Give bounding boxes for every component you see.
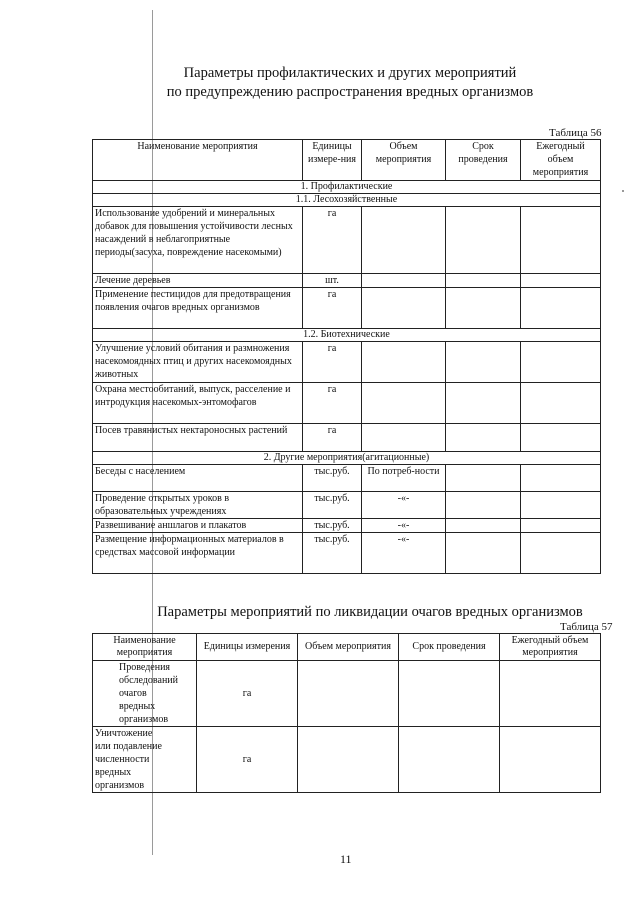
- row-term: [446, 519, 521, 533]
- row-name: [93, 727, 197, 793]
- row-annual: [521, 519, 601, 533]
- row-term: [446, 465, 521, 492]
- header-annual: Ежегодный объем мероприятия: [500, 634, 601, 661]
- table-row: [93, 342, 601, 383]
- row-term: [446, 492, 521, 519]
- table56-header-row: [93, 140, 601, 181]
- table-row: [93, 727, 601, 793]
- row-unit: га: [197, 661, 298, 727]
- row-name: [93, 661, 197, 727]
- section-1-label: 1. Профилактические: [93, 181, 601, 194]
- row-term: [446, 207, 521, 274]
- table-row: [93, 492, 601, 519]
- table-row: [93, 533, 601, 574]
- row-term: [446, 342, 521, 383]
- row-volume: [362, 424, 446, 452]
- row-name-text: Уничтожение или подавление численности вредных организмов: [95, 728, 162, 791]
- row-volume: -«-: [362, 492, 446, 519]
- row-volume: [362, 288, 446, 329]
- row-name: Размещение информационных материалов в средствах массовой информации: [93, 533, 303, 574]
- subsection-1-2-label: 1.2. Биотехнические: [93, 329, 601, 342]
- section-row: [93, 181, 601, 194]
- row-annual: [521, 288, 601, 329]
- row-volume: -«-: [362, 519, 446, 533]
- row-annual: [521, 424, 601, 452]
- row-unit: га: [303, 207, 362, 274]
- row-unit: тыс.руб.: [303, 519, 362, 533]
- row-unit: га: [303, 288, 362, 329]
- table-row: [93, 288, 601, 329]
- row-term: [446, 383, 521, 424]
- row-name-text: Проведения обследований очагов вредных организмов: [119, 662, 178, 725]
- row-unit: га: [303, 424, 362, 452]
- row-name: Применение пестицидов для предотвращения появления очагов вредных организмов: [93, 288, 303, 329]
- table56-title-line1: Параметры профилактических и других мероприятий: [183, 65, 517, 81]
- row-unit: га: [303, 342, 362, 383]
- header-annual: Ежегодный объем мероприятия: [521, 140, 601, 181]
- section-row: [93, 452, 601, 465]
- table56-title: [120, 64, 580, 102]
- row-annual: [521, 533, 601, 574]
- table-row: [93, 383, 601, 424]
- row-name: Проведение открытых уроков в образовательных учреждениях: [93, 492, 303, 519]
- table57-header-row: [93, 634, 601, 661]
- header-term: Срок проведения: [446, 140, 521, 181]
- row-annual: [521, 342, 601, 383]
- row-annual: [521, 383, 601, 424]
- table56: [92, 139, 601, 574]
- scan-dot: [622, 190, 624, 192]
- header-volume: Объем мероприятия: [362, 140, 446, 181]
- row-term: [446, 533, 521, 574]
- subsection-1-1-label: 1.1. Лесохозяйственные: [93, 194, 601, 207]
- section-2-label: 2. Другие мероприятия(агитационные): [93, 452, 601, 465]
- row-name: Посев травянистых нектароносных растений: [93, 424, 303, 452]
- row-volume: -«-: [362, 533, 446, 574]
- table-row: [93, 465, 601, 492]
- row-annual: [500, 727, 601, 793]
- row-annual: [521, 207, 601, 274]
- row-term: [446, 274, 521, 288]
- row-term: [399, 661, 500, 727]
- row-volume: [362, 274, 446, 288]
- row-term: [446, 288, 521, 329]
- header-name: Наименование мероприятия: [93, 140, 303, 181]
- table56-title-line2: по предупреждению распространения вредных организмов: [166, 84, 534, 100]
- row-name: Развешивание аншлагов и плакатов: [93, 519, 303, 533]
- row-name: Беседы с населением: [93, 465, 303, 492]
- subsection-row: [93, 329, 601, 342]
- row-unit: га: [303, 383, 362, 424]
- row-volume: [362, 342, 446, 383]
- row-unit: тыс.руб.: [303, 533, 362, 574]
- row-annual: [521, 465, 601, 492]
- row-name: Использование удобрений и минеральных добавок для повышения устойчивости лесных насаждений в неблагоприятные периоды(засуха, повреждение насекомыми): [93, 207, 303, 274]
- table56-number: Таблица 56: [549, 127, 602, 139]
- row-volume: По потреб-ности: [362, 465, 446, 492]
- page-number: 11: [340, 852, 352, 866]
- row-term: [399, 727, 500, 793]
- row-volume: [362, 383, 446, 424]
- row-annual: [521, 492, 601, 519]
- table57-number: Таблица 57: [560, 621, 613, 633]
- header-unit: Единицы измерения: [197, 634, 298, 661]
- table-row: [93, 424, 601, 452]
- header-unit: Единицы измере-ния: [303, 140, 362, 181]
- table-row: [93, 274, 601, 288]
- table-row: [93, 519, 601, 533]
- row-name: Улучшение условий обитания и размножения насекомоядных птиц и других насекомоядных животных: [93, 342, 303, 383]
- row-name: Охрана местообитаний, выпуск, расселение и интродукция насекомых-энтомофагов: [93, 383, 303, 424]
- row-unit: шт.: [303, 274, 362, 288]
- table57-title: Параметры мероприятий по ликвидации очагов вредных организмов: [157, 604, 583, 620]
- subsection-row: [93, 194, 601, 207]
- row-annual: [521, 274, 601, 288]
- table-row: [93, 661, 601, 727]
- header-term: Срок проведения: [399, 634, 500, 661]
- row-volume: [298, 661, 399, 727]
- header-name: Наименование мероприятия: [93, 634, 197, 661]
- row-annual: [500, 661, 601, 727]
- row-unit: тыс.руб.: [303, 492, 362, 519]
- header-volume: Объем мероприятия: [298, 634, 399, 661]
- row-volume: [298, 727, 399, 793]
- table57: [92, 633, 601, 793]
- row-name: Лечение деревьев: [93, 274, 303, 288]
- row-unit: тыс.руб.: [303, 465, 362, 492]
- table-row: [93, 207, 601, 274]
- row-term: [446, 424, 521, 452]
- row-volume: [362, 207, 446, 274]
- row-unit: га: [197, 727, 298, 793]
